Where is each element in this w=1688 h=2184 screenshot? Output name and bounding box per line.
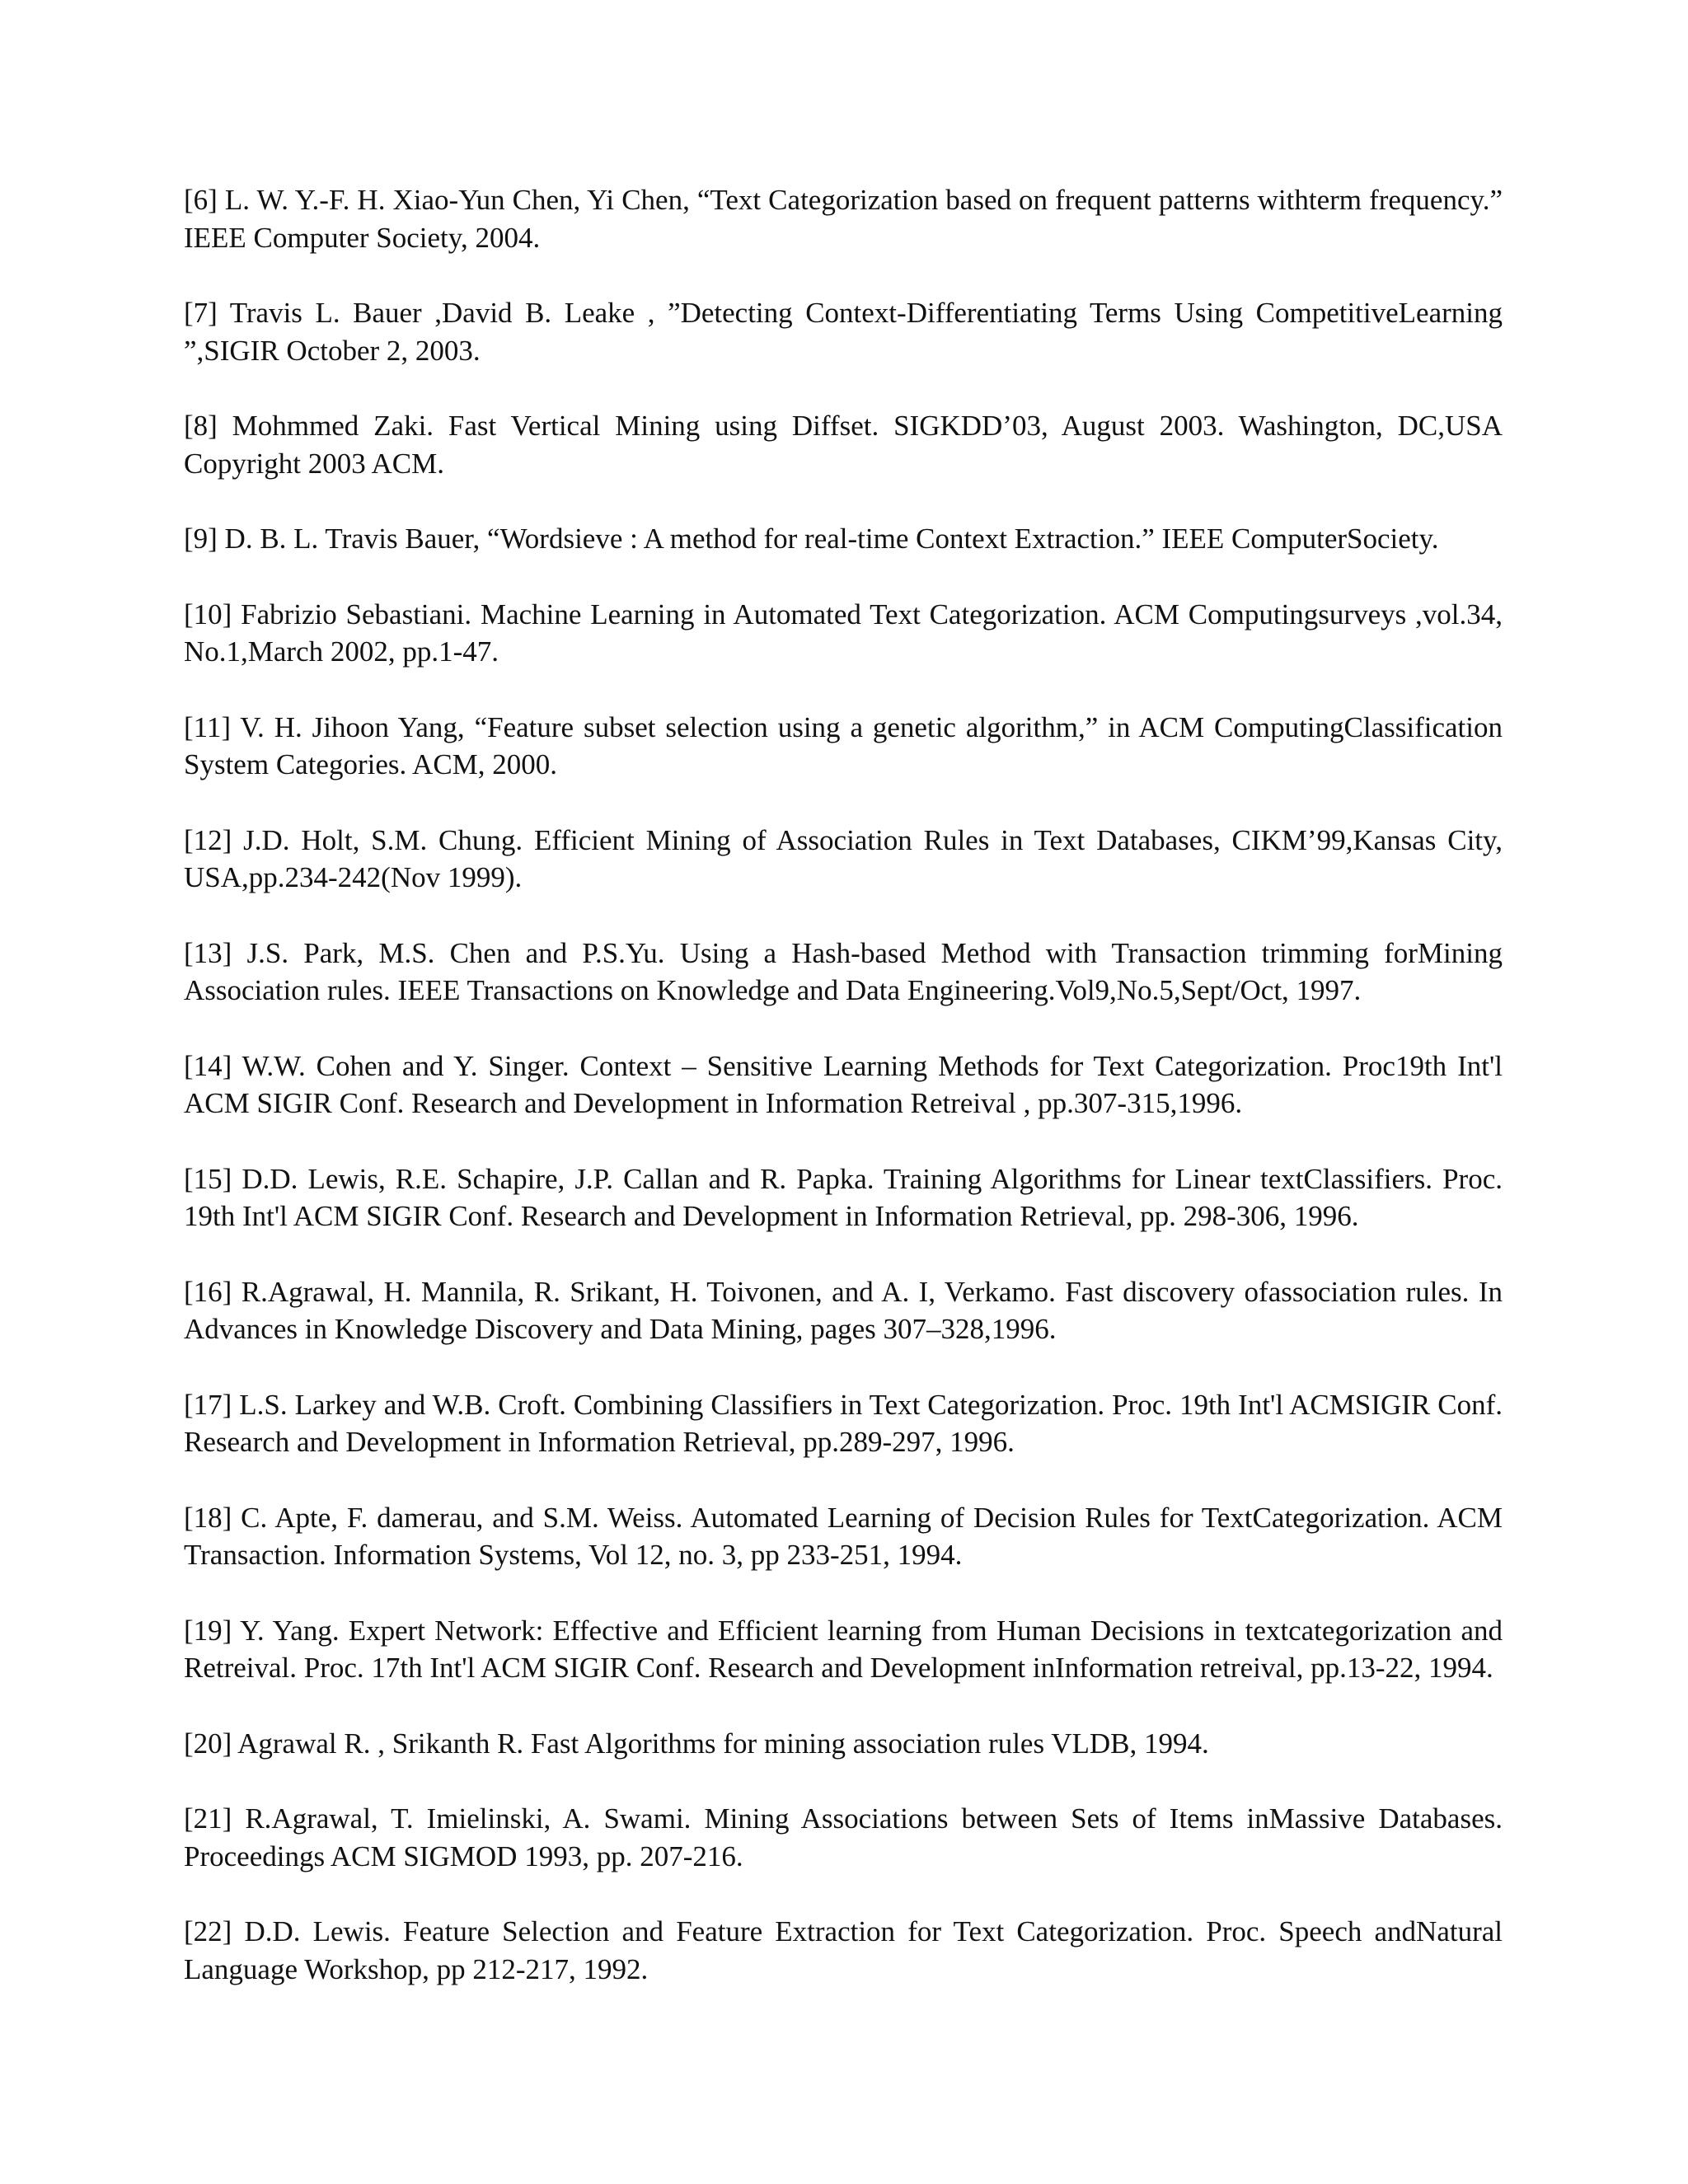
- reference-20: [20] Agrawal R. , Srikanth R. Fast Algorithms for mining association rules VLDB, 1994.: [184, 1727, 1209, 1760]
- reference-list: [184, 181, 1503, 2026]
- reference-6: [6] L. W. Y.-F. H. Xiao-Yun Chen, Yi Chen, “Text Categorization based on frequent patterns withterm frequency.” IEEE Computer Society, 2004.: [184, 184, 1503, 254]
- reference-17: [17] L.S. Larkey and W.B. Croft. Combining Classifiers in Text Categorization. Proc. 19th Int'l ACMSIGIR Conf. Research and Development in Information Retrieval, pp.289-297, 1996.: [184, 1388, 1503, 1458]
- reference-16: [16] R.Agrawal, H. Mannila, R. Srikant, H. Toivonen, and A. I, Verkamo. Fast discovery ofassociation rules. In Advances in Knowledge Discovery and Data Mining, pages 307–328,1996.: [184, 1275, 1503, 1345]
- reference-15: [15] D.D. Lewis, R.E. Schapire, J.P. Callan and R. Papka. Training Algorithms for Linear textClassifiers. Proc. 19th Int'l ACM SIGIR Conf. Research and Development in Information Retrieval, pp. 298-306, 1996.: [184, 1162, 1503, 1232]
- reference-11: [11] V. H. Jihoon Yang, “Feature subset selection using a genetic algorithm,” in ACM ComputingClassification System Categories. ACM, 2000.: [184, 710, 1503, 780]
- reference-19: [19] Y. Yang. Expert Network: Effective and Efficient learning from Human Decisions in textcategorization and Retreival. Proc. 17th Int'l ACM SIGIR Conf. Research and Development inInformation retreival, pp.13-22, 1994.: [184, 1614, 1503, 1684]
- reference-10: [10] Fabrizio Sebastiani. Machine Learning in Automated Text Categorization. ACM Computingsurveys ,vol.34, No.1,March 2002, pp.1-47.: [184, 598, 1503, 668]
- reference-22: [22] D.D. Lewis. Feature Selection and Feature Extraction for Text Categorization. Proc. Speech andNatural Language Workshop, pp 212-217, 1992.: [184, 1915, 1503, 1985]
- reference-9: [9] D. B. L. Travis Bauer, “Wordsieve : A method for real-time Context Extraction.” IEEE ComputerSociety.: [184, 523, 1439, 555]
- reference-12: [12] J.D. Holt, S.M. Chung. Efficient Mining of Association Rules in Text Databases, CIKM’99,Kansas City, USA,pp.234-242(Nov 1999).: [184, 823, 1503, 893]
- reference-21: [21] R.Agrawal, T. Imielinski, A. Swami. Mining Associations between Sets of Items inMassive Databases. Proceedings ACM SIGMOD 1993, pp. 207-216.: [184, 1802, 1503, 1872]
- reference-8: [8] Mohmmed Zaki. Fast Vertical Mining using Diffset. SIGKDD’03, August 2003. Washington, DC,USA Copyright 2003 ACM.: [184, 410, 1503, 480]
- reference-18: [18] C. Apte, F. damerau, and S.M. Weiss. Automated Learning of Decision Rules for TextCategorization. ACM Transaction. Information Systems, Vol 12, no. 3, pp 233-251, 1994.: [184, 1501, 1503, 1571]
- reference-13: [13] J.S. Park, M.S. Chen and P.S.Yu. Using a Hash-based Method with Transaction trimming forMining Association rules. IEEE Transactions on Knowledge and Data Engineering.Vol9,No.5,Sept/Oct, 1997.: [184, 936, 1503, 1006]
- reference-14: [14] W.W. Cohen and Y. Singer. Context – Sensitive Learning Methods for Text Categorization. Proc19th Int'l ACM SIGIR Conf. Research and Development in Information Retreival , pp.307-315,1996.: [184, 1049, 1503, 1119]
- reference-7: [7] Travis L. Bauer ,David B. Leake , ”Detecting Context-Differentiating Terms Using CompetitiveLearning ”,SIGIR October 2, 2003.: [184, 297, 1503, 367]
